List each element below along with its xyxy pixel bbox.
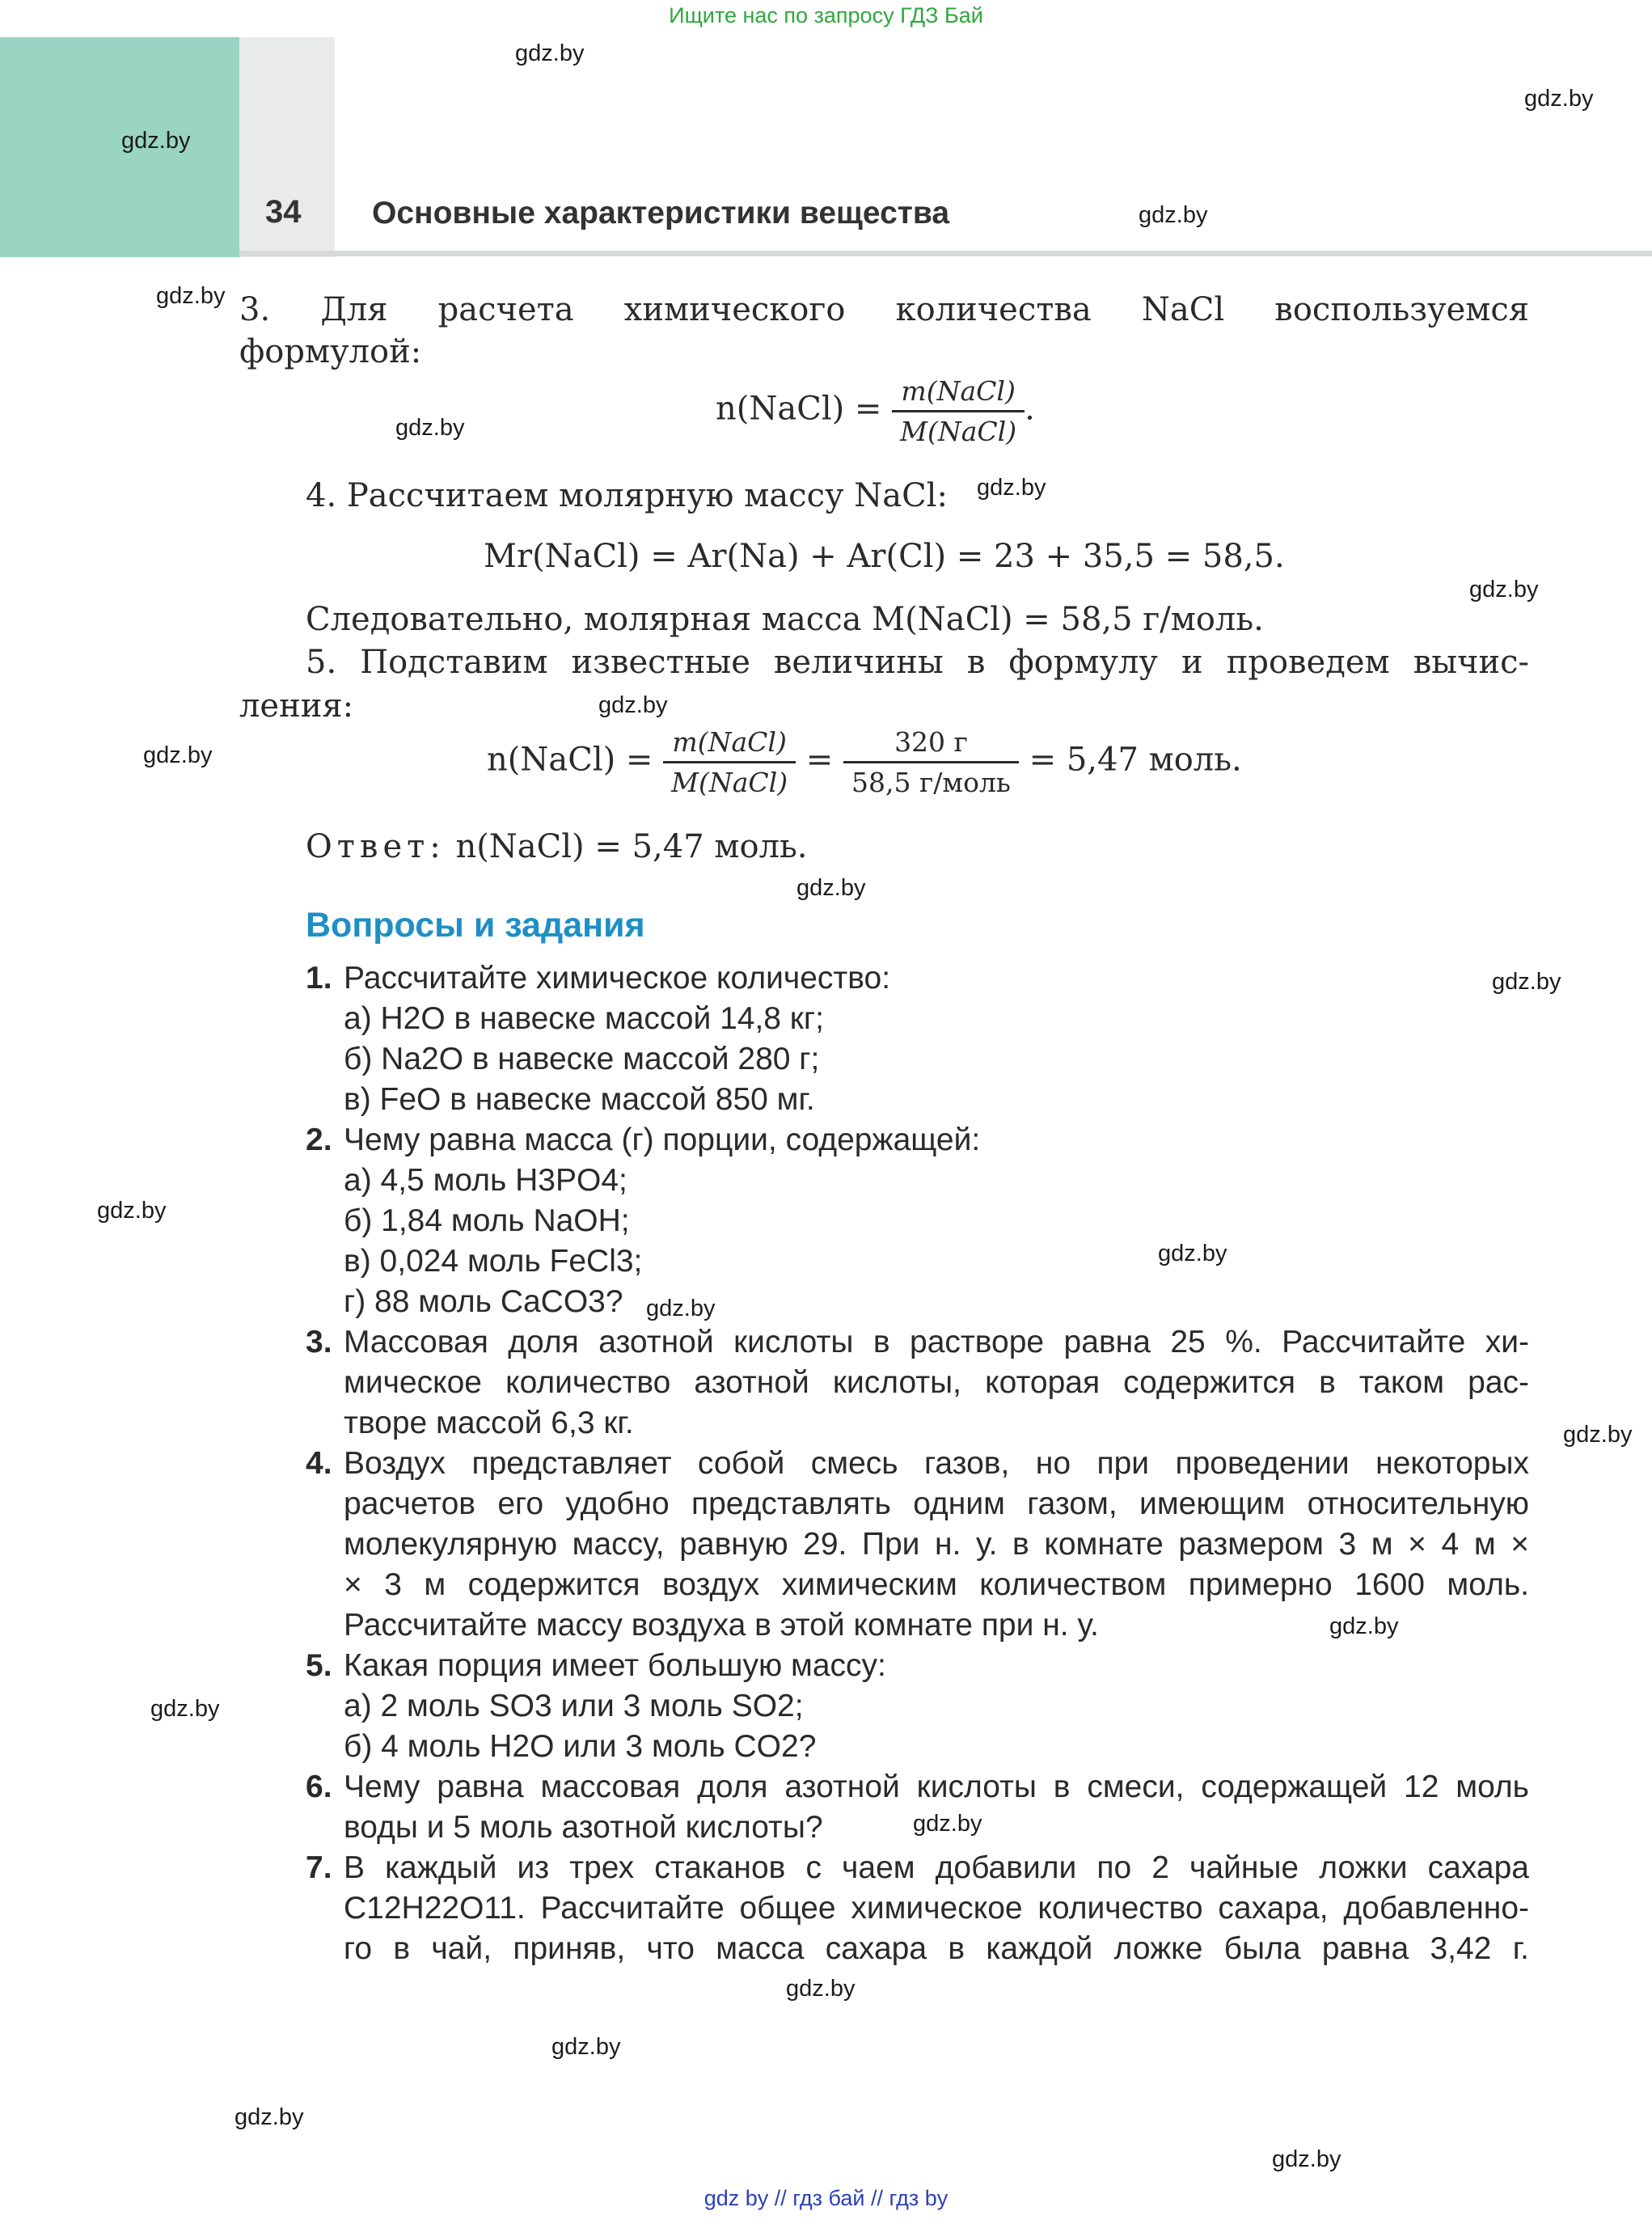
answer: Ответ: n(NaCl) = 5,47 моль. [306,828,808,865]
step3-line2: формулой: [239,333,422,370]
question-item: б) 4 моль H2O или 3 моль CO2? [344,1729,817,1764]
question-line: C12H22O11. Рассчитайте общее химическое количество сахара, добавленно- [344,1891,1529,1926]
question-item: а) 4,5 моль H3PO4; [344,1163,627,1198]
watermark: gdz.by [150,1696,220,1722]
question-number: 1. [306,961,332,996]
question-line: творе массой 6,3 кг. [344,1406,634,1440]
watermark: gdz.by [913,1811,982,1837]
question-line: Чему равна массовая доля азотной кислоты в смеси, содержащей 12 моль [344,1769,1529,1804]
conclusion: Следовательно, молярная масса M(NaCl) = 58,5 г/моль. [306,601,1264,638]
watermark: gdz.by [1492,969,1561,995]
question-item: б) 1,84 моль NaOH; [344,1203,630,1238]
watermark: gdz.by [977,475,1046,501]
step5-line2: ления: [239,687,354,725]
watermark: gdz.by [97,1198,167,1224]
question-number: 5. [306,1648,332,1683]
watermark: gdz.by [1329,1613,1399,1639]
watermark: gdz.by [551,2034,621,2060]
question-text: Рассчитайте химическое количество: [344,961,891,996]
question-item: г) 88 моль CaCO3? [344,1284,623,1319]
watermark: gdz.by [598,692,668,718]
watermark: gdz.by [395,415,465,441]
step4: 4. Рассчитаем молярную массу NaCl: [306,477,948,514]
formula-1: n(NaCl) = $\frac{\text{m(NaCl)}}{\text{M(NaCl)}}$ . [716,375,1035,447]
question-line: расчетов его удобно представлять одним газом, имеющим относительную [344,1486,1529,1521]
question-line: го в чай, приняв, что масса сахара в каждой ложке была равна 3,42 г. [344,1931,1529,1966]
question-number: 3. [306,1325,332,1359]
header-color-block [0,37,239,257]
question-line: × 3 м содержится воздух химическим количеством примерно 1600 моль. [344,1567,1529,1602]
question-number: 4. [306,1446,332,1481]
watermark: gdz.by [1272,2146,1341,2172]
footer-links: gdz by // гдз бай // гдз by [703,2186,949,2210]
watermark: gdz.by [1469,577,1539,603]
step3-line1: 3. Для расчета химического количества NaCl воспользуемся [239,291,1530,328]
chapter-title: Основные характеристики вещества [372,196,950,230]
header-rule [239,251,1652,256]
watermark: gdz.by [786,1976,856,2002]
watermark: gdz.by [515,40,585,66]
question-line: воды и 5 моль азотной кислоты? [344,1810,823,1845]
question-text: Чему равна масса (г) порции, содержащей: [344,1123,981,1157]
formula-3: n(NaCl) = $\frac{\text{m(NaCl)}}{\text{M(NaCl)}}$ = $\frac{320 г}{\text{58,5 г/моль}}$ = 5,47 моль. [487,726,1242,798]
watermark: gdz.by [156,283,226,309]
watermark: gdz.by [796,875,866,901]
question-item: а) H2O в навеске массой 14,8 кг; [344,1001,824,1036]
question-line: Воздух представляет собой смесь газов, но при проведении некоторых [344,1446,1529,1481]
question-item: б) Na2O в навеске массой 280 г; [344,1042,820,1076]
formula-2: Mr(NaCl) = Ar(Na) + Ar(Cl) = 23 + 35,5 = 58,5. [484,538,1285,575]
question-line: Массовая доля азотной кислоты в растворе равна 25 %. Рассчитайте хи- [344,1325,1529,1359]
question-line: мическое количество азотной кислоты, которая содержится в таком рас- [344,1365,1529,1400]
watermark: gdz.by [1563,1422,1633,1448]
questions-heading: Вопросы и задания [306,906,645,945]
search-hint: Ищите нас по запросу ГДЗ Бай [669,3,983,27]
question-number: 7. [306,1850,332,1885]
watermark: gdz.by [646,1296,716,1321]
question-line: Рассчитайте массу воздуха в этой комнате при н. у. [344,1608,1099,1643]
question-item: в) 0,024 моль FeCl3; [344,1244,643,1279]
step5-line1: 5. Подставим известные величины в формулу и проведем вычис- [306,644,1530,681]
watermark: gdz.by [1524,86,1594,112]
watermark: gdz.by [234,2104,304,2130]
question-item: а) 2 моль SO3 или 3 моль SO2; [344,1689,804,1723]
page-number: 34 [265,194,302,230]
question-line: молекулярную массу, равную 29. При н. у. в комнате размером 3 м × 4 м × [344,1527,1529,1562]
watermark: gdz.by [1139,202,1208,228]
question-number: 6. [306,1769,332,1804]
watermark: gdz.by [1158,1241,1227,1266]
watermark: gdz.by [121,128,191,154]
question-text: Какая порция имеет большую массу: [344,1648,886,1683]
question-number: 2. [306,1123,332,1157]
watermark: gdz.by [143,742,213,768]
question-item: в) FeO в навеске массой 850 мг. [344,1082,815,1117]
question-line: В каждый из трех стаканов с чаем добавили по 2 чайные ложки сахара [344,1850,1529,1885]
